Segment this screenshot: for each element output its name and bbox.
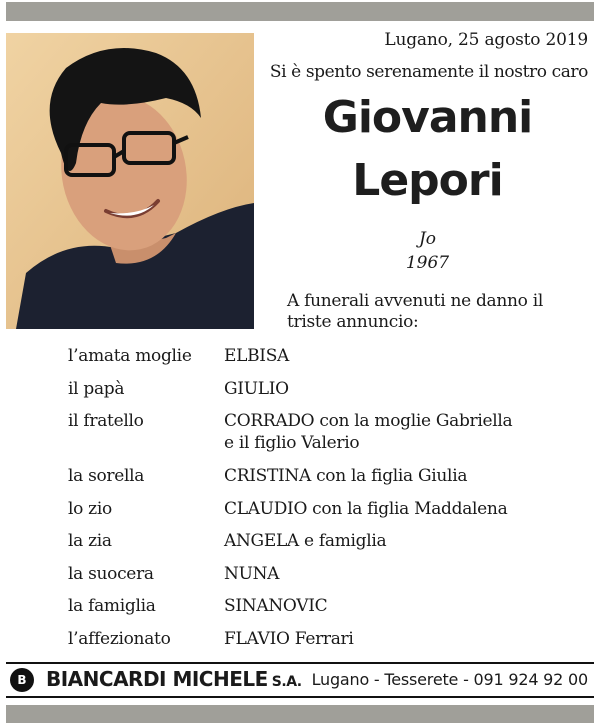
funeral-home-name bbox=[46, 667, 302, 691]
announcement-text: A funerali avvenuti ne danno il triste annuncio: bbox=[287, 291, 543, 332]
mourner-name: NUNA bbox=[224, 564, 280, 584]
portrait-illustration bbox=[6, 33, 254, 329]
funeral-home-logo-icon: B bbox=[10, 668, 34, 692]
footer-bottom-rule bbox=[6, 696, 594, 698]
mourner-relation: l’amata moglie bbox=[68, 346, 192, 366]
mourner-relation: il fratello bbox=[68, 411, 144, 431]
deceased-birth-year: 1967 bbox=[405, 253, 450, 273]
funeral-home-suffix: S.A. bbox=[271, 674, 302, 690]
deceased-nickname: Jo bbox=[418, 229, 437, 249]
mourner-relation: la famiglia bbox=[68, 596, 156, 616]
mourner-relation: la sorella bbox=[68, 466, 145, 486]
deceased-last-name: Lepori bbox=[352, 155, 503, 206]
mourner-relation: la suocera bbox=[68, 564, 154, 584]
mourner-name: CRISTINA con la figlia Giulia bbox=[224, 466, 468, 486]
mourner-relation: lo zio bbox=[68, 499, 112, 519]
portrait-photo bbox=[6, 33, 254, 329]
mourner-name: SINANOVIC bbox=[224, 596, 328, 616]
mourner-relation: la zia bbox=[68, 531, 112, 551]
footer-top-rule bbox=[6, 662, 594, 664]
mourner-name: GIULIO bbox=[224, 379, 289, 399]
deceased-first-name: Giovanni bbox=[322, 92, 533, 143]
intro-text: Si è spento serenamente il nostro caro bbox=[269, 62, 588, 82]
mourner-relation: il papà bbox=[68, 379, 125, 399]
mourner-name: CORRADO con la moglie Gabriella bbox=[224, 411, 513, 431]
mourner-name-continued: e il figlio Valerio bbox=[224, 433, 360, 453]
date-line: Lugano, 25 agosto 2019 bbox=[384, 30, 588, 50]
mourner-name: ELBISA bbox=[224, 346, 290, 366]
mourner-relation: l’affezionato bbox=[68, 629, 171, 649]
mourner-name: FLAVIO Ferrari bbox=[224, 629, 354, 649]
funeral-home-contact: Lugano - Tesserete - 091 924 92 00 bbox=[311, 670, 588, 689]
mourner-name: CLAUDIO con la figlia Maddalena bbox=[224, 499, 508, 519]
top-gray-band bbox=[6, 2, 594, 21]
bottom-gray-band bbox=[6, 705, 594, 723]
funeral-home-name-text: BIANCARDI MICHELE bbox=[46, 667, 268, 691]
mourner-name: ANGELA e famiglia bbox=[224, 531, 387, 551]
